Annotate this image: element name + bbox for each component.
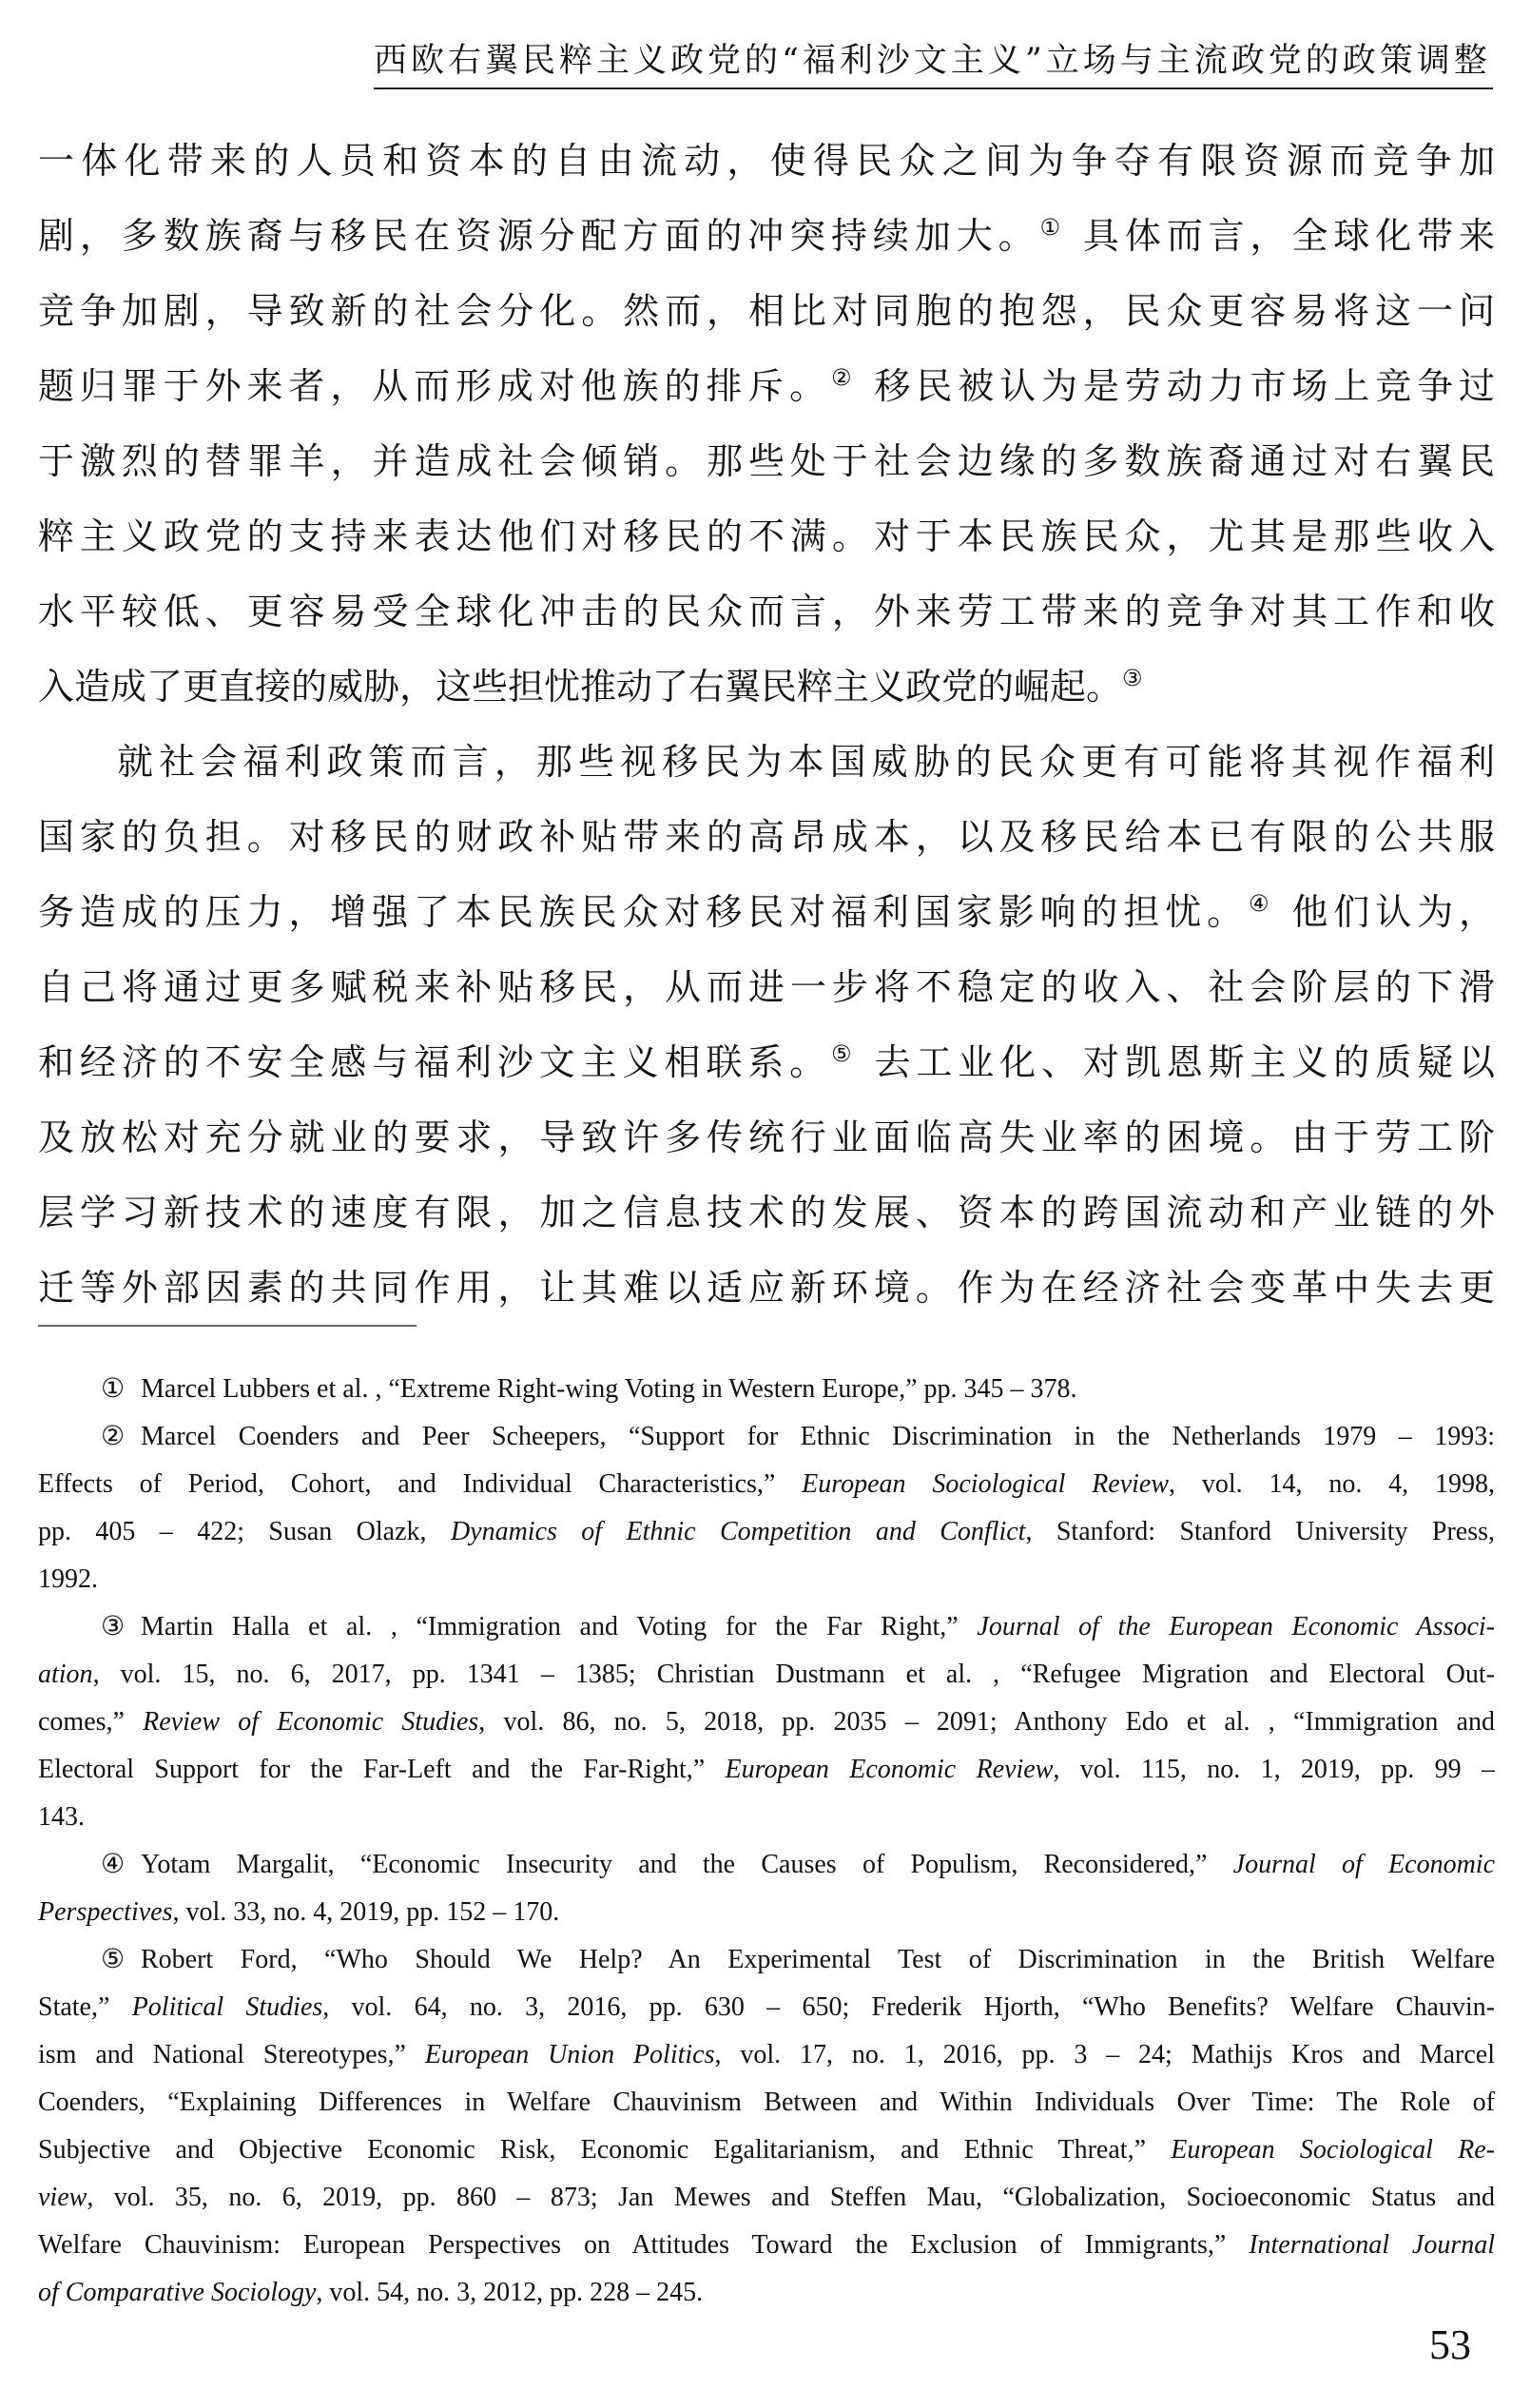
citation-text: pp. 405 – 422; Susan Olazk, xyxy=(38,1517,451,1546)
citation-text: Subjective and Objective Economic Risk, Economic Egalitarianism, and Ethnic Threat,” xyxy=(38,2135,1172,2165)
body-line: 题归罪于外来者，从而形成对他族的排斥。② 移民被认为是劳动力市场上竞争过 xyxy=(38,364,1495,407)
citation-text: , vol. 17, no. 1, 2016, pp. 3 – 24; Mathijs Kros and Marcel xyxy=(714,2040,1495,2069)
citation-title: European Sociological Re- xyxy=(1171,2135,1495,2165)
running-title: 西欧右翼民粹主义政党的“福利沙文主义”立场与主流政党的政策调整 xyxy=(374,42,1491,80)
footnote-divider xyxy=(38,1325,417,1327)
running-header xyxy=(374,38,1493,89)
citation-text: comes,” xyxy=(38,1707,144,1737)
footnote-line xyxy=(38,2031,1495,2079)
footnote-line xyxy=(38,1699,1495,1746)
citation-title: European Union Politics xyxy=(424,2040,715,2069)
footnote-1 xyxy=(38,1366,1495,1413)
citation-title: ation xyxy=(38,1660,93,1689)
footnote-ref-3[interactable]: ③ xyxy=(1122,665,1143,691)
citation-text: Robert Ford, “Who Should We Help? An Experimental Test of Discrimination in the British Welfare xyxy=(141,1945,1495,1974)
citation-title: of Comparative Sociology xyxy=(38,2278,317,2307)
footnote-3 xyxy=(38,1603,1495,1841)
citation-text: , vol. 14, no. 4, 1998, xyxy=(1169,1469,1495,1499)
footnote-line xyxy=(38,1841,1495,1889)
footnote-line xyxy=(38,1746,1495,1794)
citation-title: Journal of Economic xyxy=(1232,1850,1495,1879)
citation-text: , vol. 64, no. 3, 2016, pp. 630 – 650; Frederik Hjorth, “Who Benefits? Welfare Chauvin- xyxy=(322,1992,1495,2022)
citation-text: Electoral Support for the Far-Left and the Far-Right,” xyxy=(38,1755,726,1784)
body-line: 剧，多数族裔与移民在资源分配方面的冲突持续加大。① 具体而言，全球化带来 xyxy=(38,214,1495,257)
body-line: 和经济的不安全感与福利沙文主义相联系。⑤ 去工业化、对凯恩斯主义的质疑以 xyxy=(38,1040,1495,1083)
footnote-5 xyxy=(38,1936,1495,2317)
citation-title: Journal of the European Economic Associ- xyxy=(977,1612,1495,1641)
citation-title: Dynamics of Ethnic Competition and Conflict xyxy=(450,1517,1026,1546)
body-paragraph-1 xyxy=(38,124,1495,725)
footnote-line xyxy=(38,1794,1495,1841)
body-line: 国家的负担。对移民的财政补贴带来的高昂成本，以及移民给本已有限的公共服 xyxy=(38,816,1495,858)
citation-text: ism and National Stereotypes,” xyxy=(38,2040,425,2069)
footnotes xyxy=(38,1366,1495,2317)
footnote-line xyxy=(38,1603,1495,1651)
footnote-line xyxy=(38,1556,1495,1603)
citation-title: Review of Economic Studies xyxy=(143,1707,479,1737)
citation-text: State,” xyxy=(38,1992,132,2022)
body-line: 竞争加剧，导致新的社会分化。然而，相比对同胞的抱怨，民众更容易将这一问 xyxy=(38,290,1495,332)
footnote-marker: ④ xyxy=(101,1850,126,1879)
citation-text: , vol. 33, no. 4, 2019, pp. 152 – 170. xyxy=(172,1897,560,1927)
body-line: 入造成了更直接的威胁，这些担忧推动了右翼民粹主义政党的崛起。③ xyxy=(38,665,1143,708)
footnote-line xyxy=(38,2079,1495,2126)
footnote-2 xyxy=(38,1413,1495,1603)
citation-text: Welfare Chauvinism: European Perspectives on Attitudes Toward the Exclusion of Immigrants,” xyxy=(38,2230,1250,2260)
citation-text: Effects of Period, Cohort, and Individual Characteristics,” xyxy=(38,1469,803,1499)
footnote-line xyxy=(38,2269,1495,2317)
footnote-line xyxy=(38,2222,1495,2269)
citation-text: , vol. 15, no. 6, 2017, pp. 1341 – 1385; Christian Dustmann et al. , “Refugee Migration and Electoral Out- xyxy=(92,1660,1495,1689)
body-line: 及放松对充分就业的要求，导致许多传统行业面临高失业率的困境。由于劳工阶 xyxy=(38,1117,1495,1158)
footnote-marker: ③ xyxy=(101,1612,126,1641)
footnote-line xyxy=(38,2174,1495,2222)
body-line: 迁等外部因素的共同作用，让其难以适应新环境。作为在经济社会变革中失去更 xyxy=(38,1267,1495,1309)
body-line: 水平较低、更容易受全球化冲击的民众而言，外来劳工带来的竞争对其工作和收 xyxy=(38,591,1495,632)
footnote-line xyxy=(38,2126,1495,2174)
footnote-4 xyxy=(38,1841,1495,1936)
footnote-ref-2[interactable]: ② xyxy=(831,364,858,391)
footnote-marker: ⑤ xyxy=(101,1945,126,1974)
footnote-ref-5[interactable]: ⑤ xyxy=(831,1040,858,1067)
footnote-line xyxy=(38,1508,1495,1556)
citation-text: Coenders, “Explaining Differences in Welfare Chauvinism Between and Within Individuals Over Time: The Role of xyxy=(38,2088,1495,2117)
citation-title: view xyxy=(38,2183,87,2212)
footnote-line xyxy=(38,1936,1495,1984)
footnote-ref-4[interactable]: ④ xyxy=(1249,890,1275,917)
citation-text: , vol. 86, no. 5, 2018, pp. 2035 – 2091; Anthony Edo et al. , “Immigration and xyxy=(478,1707,1495,1737)
footnote-marker: ② xyxy=(101,1422,126,1451)
body-paragraph-2 xyxy=(38,725,1495,1326)
citation-text: Martin Halla et al. , “Immigration and Voting for the Far Right,” xyxy=(141,1612,978,1641)
citation-text: 143. xyxy=(38,1802,85,1832)
citation-text: 1992. xyxy=(38,1564,98,1594)
citation-text: , Stanford: Stanford University Press, xyxy=(1025,1517,1495,1546)
citation-title: Political Studies xyxy=(131,1992,323,2022)
footnote-line xyxy=(38,1366,1495,1413)
body-line: 务造成的压力，增强了本民族民众对移民对福利国家影响的担忧。④ 他们认为， xyxy=(38,890,1495,933)
footnote-line xyxy=(38,1413,1495,1461)
citation-title: International Journal xyxy=(1249,2230,1495,2260)
body-line: 层学习新技术的速度有限，加之信息技术的发展、资本的跨国流动和产业链的外 xyxy=(38,1192,1495,1233)
citation-text: , vol. 115, no. 1, 2019, pp. 99 – xyxy=(1053,1755,1495,1784)
citation-text: , vol. 35, no. 6, 2019, pp. 860 – 873; Jan Mewes and Steffen Mau, “Globalization, Socioeconomic Status and xyxy=(87,2183,1495,2212)
footnote-ref-1[interactable]: ① xyxy=(1039,214,1066,241)
footnote-line xyxy=(38,1984,1495,2031)
citation-text: Marcel Lubbers et al. , “Extreme Right-wing Voting in Western Europe,” pp. 345 – 378. xyxy=(141,1374,1077,1404)
footnote-line xyxy=(38,1461,1495,1508)
body-line: 自己将通过更多赋税来补贴移民，从而进一步将不稳定的收入、社会阶层的下滑 xyxy=(38,966,1495,1008)
footnote-line xyxy=(38,1651,1495,1699)
citation-title: Perspectives xyxy=(38,1897,173,1927)
body-line: 于激烈的替罪羊，并造成社会倾销。那些处于社会边缘的多数族裔通过对右翼民 xyxy=(38,440,1495,482)
citation-text: , vol. 54, no. 3, 2012, pp. 228 – 245. xyxy=(316,2278,704,2307)
footnote-marker: ① xyxy=(101,1374,126,1404)
body-line: 一体化带来的人员和资本的自由流动，使得民众之间为争夺有限资源而竞争加 xyxy=(38,140,1495,182)
page-number: 53 xyxy=(1429,2321,1471,2368)
citation-title: European Sociological Review xyxy=(802,1469,1170,1499)
footnote-line xyxy=(38,1889,1495,1936)
body-line: 粹主义政党的支持来表达他们对移民的不满。对于本民族民众，尤其是那些收入 xyxy=(38,515,1495,557)
body-line: 就社会福利政策而言，那些视移民为本国威胁的民众更有可能将其视作福利 xyxy=(117,741,1495,783)
citation-text: Marcel Coenders and Peer Scheepers, “Support for Ethnic Discrimination in the Netherlands 1979 – 1993: xyxy=(141,1422,1495,1451)
citation-text: Yotam Margalit, “Economic Insecurity and the Causes of Populism, Reconsidered,” xyxy=(141,1850,1233,1879)
citation-title: European Economic Review xyxy=(725,1755,1054,1784)
